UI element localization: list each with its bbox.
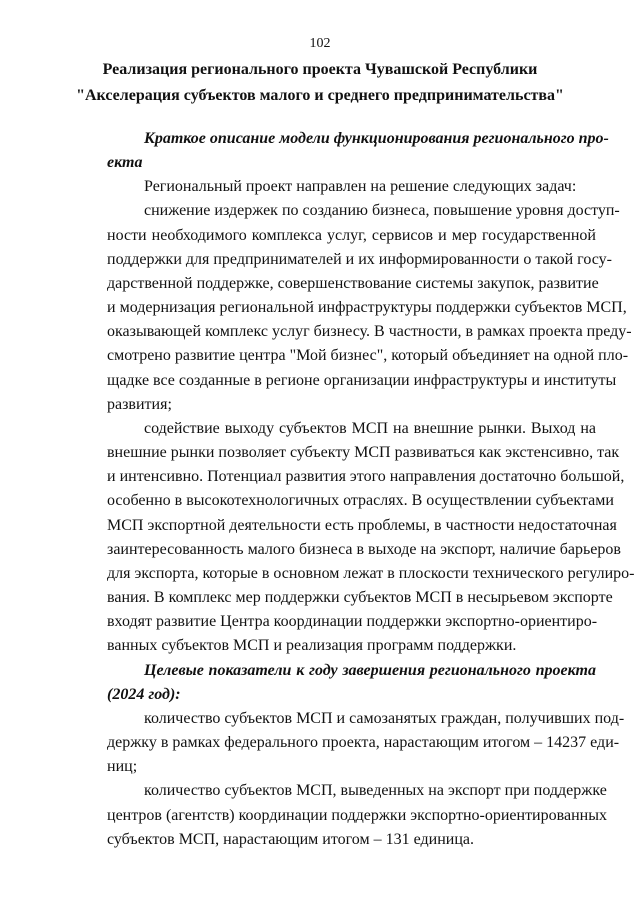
paragraph-line: входят развитие Центра координации поддержки экспортно-ориентиро- [107,613,598,630]
paragraph-line: заинтересованность малого бизнеса в выходе на экспорт, наличие барьеров [107,541,621,558]
paragraph-line: Региональный проект направлен на решение следующих задач: [144,178,577,195]
paragraph-line: щадке все созданные в регионе организации инфраструктуры и институты [107,372,617,389]
paragraph-line: дарственной поддержке, совершенствование системы закупок, развитие [107,275,599,292]
paragraph-line: поддержки для предпринимателей и их информированности о такой госу- [107,251,612,268]
paragraph-line: смотрено развитие центра "Мой бизнес", который объединяет на одной пло- [107,347,629,364]
paragraph-line: ниц; [107,758,138,775]
paragraph-line: количество субъектов МСП и самозанятых граждан, получивших под- [144,710,625,727]
paragraph-line: ванных субъектов МСП и реализация программ поддержки. [107,637,517,654]
paragraph-line: развития; [107,396,172,413]
paragraph-line: оказывающей комплекс услуг бизнесу. В частности, в рамках проекта преду- [107,323,632,340]
paragraph-line: для экспорта, которые в основном лежат в плоскости технического регулиро- [107,565,635,582]
paragraph-line: особенно в высокотехнологичных отраслях. В осуществлении субъектами [107,492,614,509]
section-heading-line: екта [107,154,143,171]
paragraph-line: субъектов МСП, нарастающим итогом – 131 единица. [107,831,474,848]
document-title-line-2: "Акселерация субъектов малого и среднего предпринимательства" [76,87,564,104]
paragraph-line: МСП экспортной деятельности есть проблемы, в частности недостаточная [107,517,617,534]
document-title-line-1: Реализация регионального проекта Чувашской Республики [102,61,538,78]
section-heading-line: (2024 год): [107,686,181,703]
paragraph-line: ности необходимого комплекса услуг, сервисов и мер государственной [107,227,596,244]
page-number: 102 [309,36,331,51]
paragraph-line: снижение издержек по созданию бизнеса, повышение уровня доступ- [144,202,620,219]
section-heading-line: Целевые показатели к году завершения регионального проекта [144,662,596,679]
paragraph-line: внешние рынки позволяет субъекту МСП развиваться как экстенсивно, так [107,444,620,461]
paragraph-line: центров (агентств) координации поддержки экспортно-ориентированных [107,807,607,824]
paragraph-line: содействие выходу субъектов МСП на внешние рынки. Выход на [144,420,596,437]
paragraph-line: и модернизация региональной инфраструктуры поддержки субъектов МСП, [107,299,627,316]
paragraph-line: держку в рамках федерального проекта, нарастающим итогом – 14237 еди- [107,734,620,751]
section-heading-line: Краткое описание модели функционирования регионального про- [144,130,609,147]
paragraph-line: и интенсивно. Потенциал развития этого направления достаточно большой, [107,468,625,485]
paragraph-line: вания. В комплекс мер поддержки субъектов МСП в несырьевом экспорте [107,589,613,606]
paragraph-line: количество субъектов МСП, выведенных на экспорт при поддержке [144,782,607,799]
